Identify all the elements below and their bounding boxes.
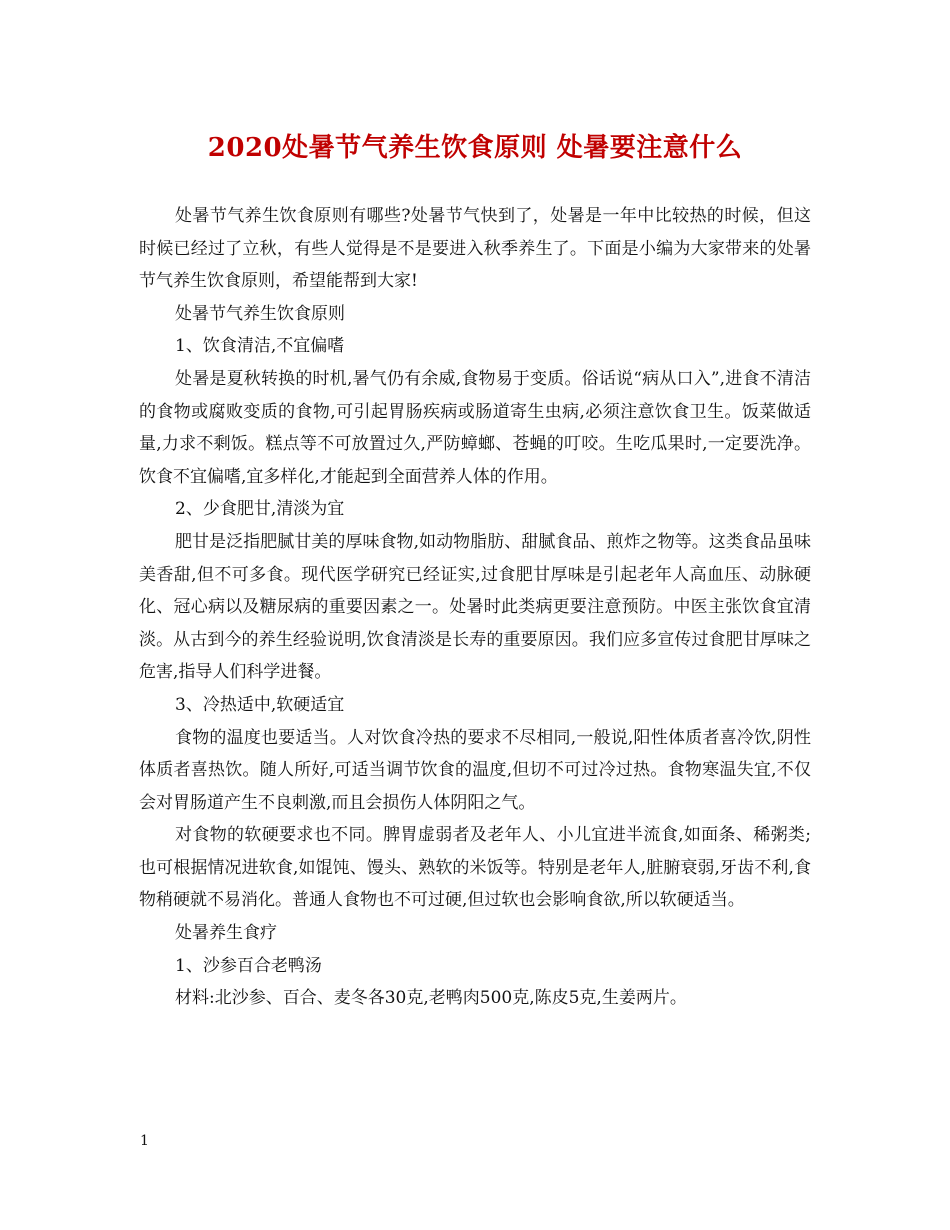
subheading-light-diet: 2、少食肥甘,清淡为宜: [175, 499, 345, 520]
section-heading-diet-principles: 处暑节气养生饮食原则: [175, 303, 345, 324]
paragraph-duck-soup-ingredients: 材料:北沙参、百合、麦冬各30克,老鸭肉500克,陈皮5克,生姜两片。: [175, 988, 687, 1009]
document-body: [139, 200, 811, 1015]
page-number: 1: [140, 1133, 149, 1149]
paragraph-light-diet: 肥甘是泛指肥腻甘美的厚味食物,如动物脂肪、甜腻食品、煎炸之物等。这类食品虽味美香甜,但不可多食。现代医学研究已经证实,过食肥甘厚味是引起老年人高血压、动脉硬化、冠心病以及糖尿病的重要因素之一。处暑时此类病更要注意预防。中医主张饮食宜清淡。从古到今的养生经验说明,饮食清淡是长寿的重要原因。我们应多宣传过食肥甘厚味之危害,指导人们科学进餐。: [139, 531, 811, 683]
paragraph-food-temperature: 食物的温度也要适当。人对饮食冷热的要求不尽相同,一般说,阳性体质者喜冷饮,阴性体质者喜热饮。随人所好,可适当调节饮食的温度,但切不可过冷过热。食物寒温失宜,不仅会对胃肠道产生不良刺激,而且会损伤人体阴阳之气。: [139, 727, 811, 813]
document-title: 2020处暑节气养生饮食原则 处暑要注意什么: [207, 133, 743, 163]
intro-paragraph: 处暑节气养生饮食原则有哪些?处暑节气快到了，处暑是一年中比较热的时候，但这时候已经过了立秋，有些人觉得是不是要进入秋季养生了。下面是小编为大家带来的处暑节气养生饮食原则，希望能帮到大家!: [139, 206, 811, 292]
subheading-clean-diet: 1、饮食清洁,不宜偏嗜: [175, 336, 345, 357]
subheading-duck-soup: 1、沙参百合老鸭汤: [175, 955, 322, 976]
subheading-temperature-texture: 3、冷热适中,软硬适宜: [175, 694, 345, 715]
paragraph-food-texture: 对食物的软硬要求也不同。脾胃虚弱者及老年人、小儿宜进半流食,如面条、稀粥类;也可根据情况进软食,如馄饨、馒头、熟软的米饭等。特别是老年人,脏腑衰弱,牙齿不利,食物稍硬就不易消化。普通人食物也不可过硬,但过软也会影响食欲,所以软硬适当。: [139, 825, 811, 911]
section-heading-food-therapy: 处暑养生食疗: [175, 923, 277, 944]
paragraph-clean-diet: 处暑是夏秋转换的时机,暑气仍有余威,食物易于变质。俗话说“病从口入”,进食不清洁的食物或腐败变质的食物,可引起胃肠疾病或肠道寄生虫病,必须注意饮食卫生。饭菜做适量,力求不剩饭。糕点等不可放置过久,严防蟑螂、苍蝇的叮咬。生吃瓜果时,一定要洗净。饮食不宜偏嗜,宜多样化,才能起到全面营养人体的作用。: [139, 368, 811, 487]
